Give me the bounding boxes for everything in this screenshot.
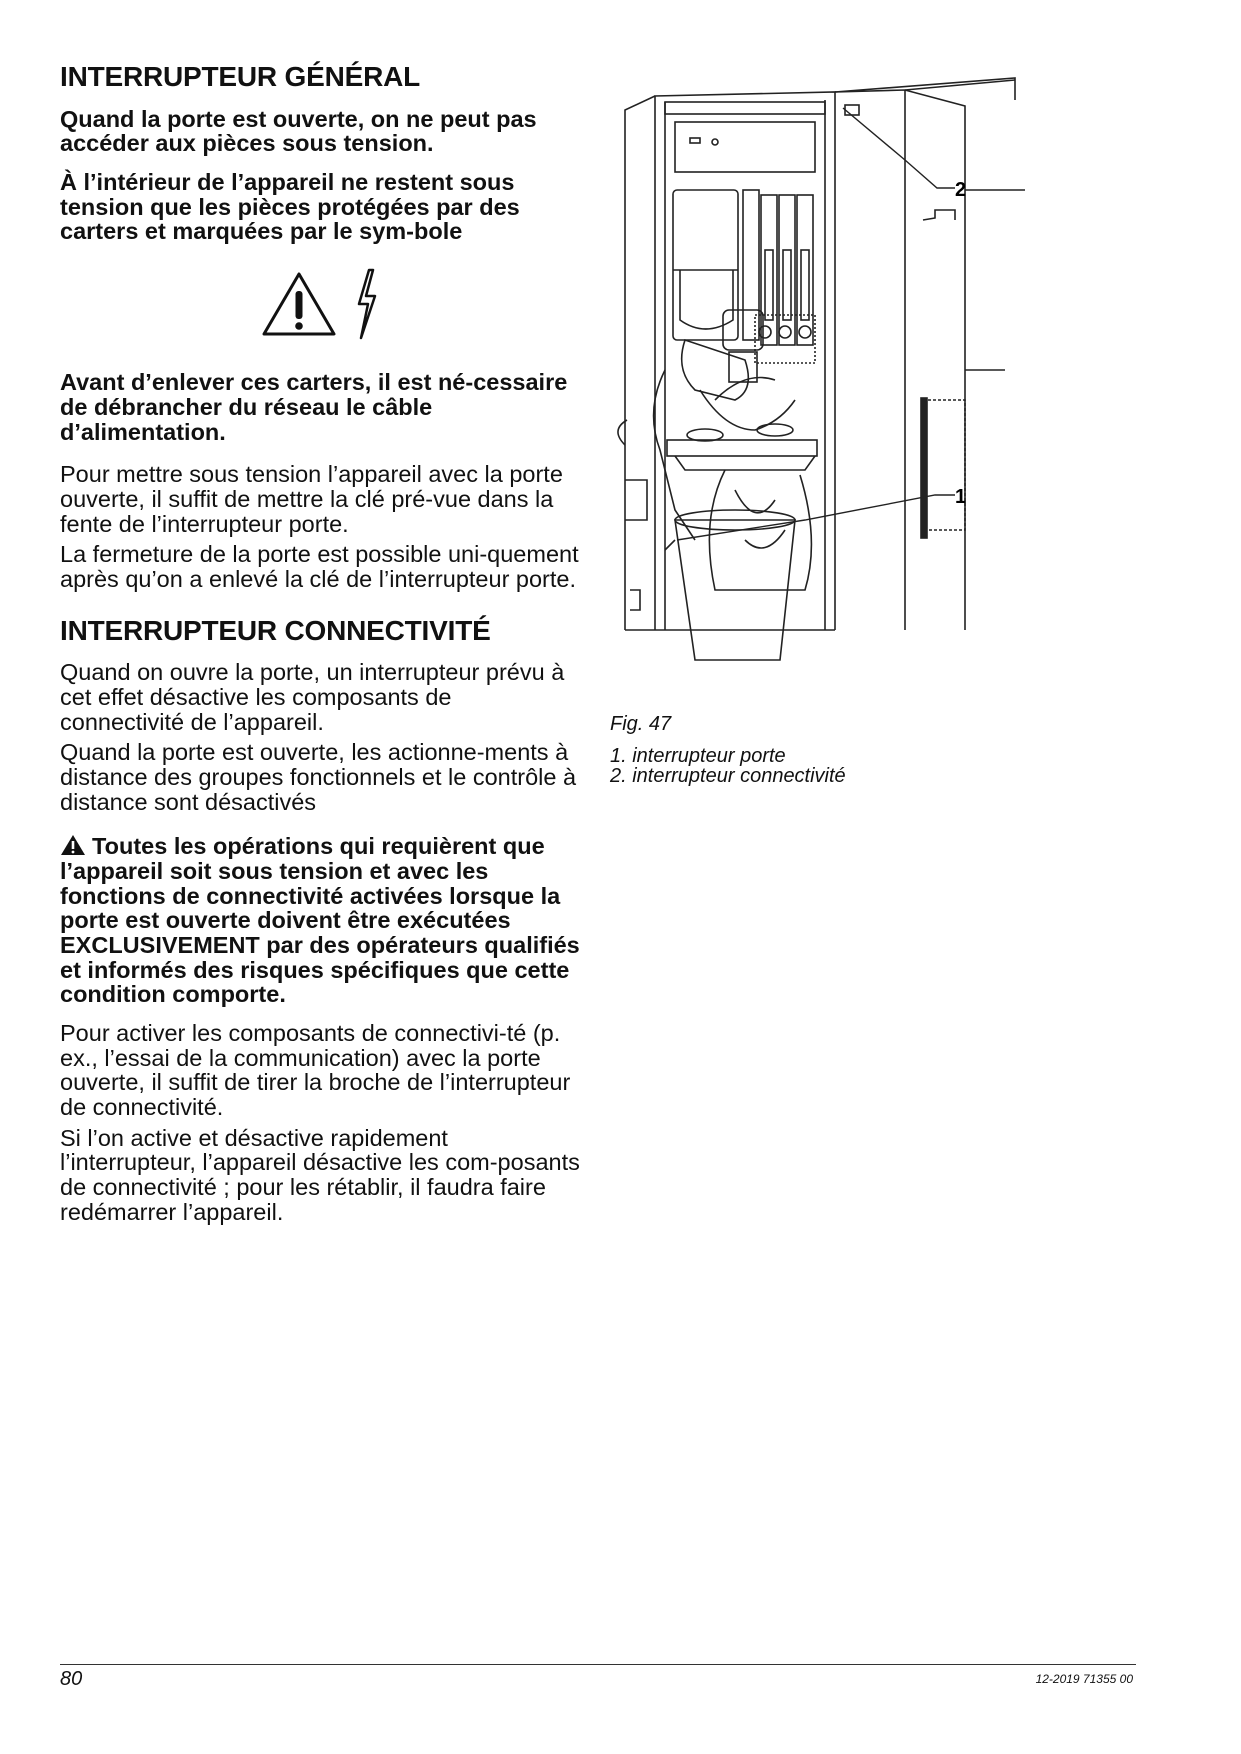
- warning-triangle-icon: [261, 271, 337, 337]
- figure-legend-item: 1. interrupteur porte: [610, 745, 786, 767]
- warning-paragraph: [60, 834, 580, 1007]
- warning-triangle-icon: [60, 834, 86, 856]
- paragraph: À l’intérieur de l’appareil ne restent sous tension que les pièces protégées par des carters et marquées par le sym-bole: [60, 169, 520, 245]
- figure-caption: [610, 714, 846, 786]
- paragraph: Pour mettre sous tension l’appareil avec la porte ouverte, il suffit de mettre la clé pré-vue dans la fente de l’interrupteur porte.: [60, 461, 563, 537]
- paragraph: Si l’on active et désactive rapidement l’interrupteur, l’appareil désactive les com-posants de connectivité ; pour les rétablir, il faudra faire redémarrer l’appareil.: [60, 1124, 580, 1225]
- document-reference: 12-2019 71355 00: [1035, 1672, 1133, 1686]
- figure-47-machine-drawing: [605, 70, 1075, 710]
- paragraph: La fermeture de la porte est possible uni-quement après qu’on a enlevé la clé de l’interrupteur porte.: [60, 541, 579, 592]
- left-column: [60, 62, 580, 1238]
- figure-legend-item: 2. interrupteur connectivité: [610, 765, 846, 787]
- paragraph: Avant d’enlever ces carters, il est né-cessaire de débrancher du réseau le câble d’alimentation.: [60, 369, 568, 445]
- footer-rule: [60, 1664, 1136, 1665]
- section-title-connectivity-switch: INTERRUPTEUR CONNECTIVITÉ: [60, 614, 491, 646]
- lightning-bolt-icon: [355, 268, 379, 340]
- figure-title: Fig. 47: [610, 713, 672, 735]
- paragraph: Quand on ouvre la porte, un interrupteur prévu à cet effet désactive les composants de connectivité de l’appareil.: [60, 659, 565, 735]
- paragraph: Quand la porte est ouverte, les actionne-ments à distance des groupes fonctionnels et le contrôle à distance sont désactivés: [60, 739, 577, 815]
- section-title-general-switch: INTERRUPTEUR GÉNÉRAL: [60, 61, 421, 92]
- warning-text: Toutes les opérations qui requièrent que l’appareil soit sous tension et avec les fonctions de connectivité activées lorsque la porte est ouverte doivent être exécutées EXCLUSIVEMENT par des opérateurs qualifiés et informés des risques spécifiques que cette condition comporte.: [60, 833, 580, 1008]
- paragraph: Pour activer les composants de connectivi-té (p. ex., l’essai de la communication) avec la porte ouverte, il suffit de tirer la broche de l’interrupteur de connectivité.: [60, 1020, 571, 1121]
- page-number: 80: [60, 1668, 83, 1690]
- callout-2: 2: [955, 179, 967, 201]
- paragraph: Quand la porte est ouverte, on ne peut pas accéder aux pièces sous tension.: [60, 105, 537, 157]
- hazard-symbols: [60, 264, 580, 344]
- callout-1: 1: [955, 486, 967, 508]
